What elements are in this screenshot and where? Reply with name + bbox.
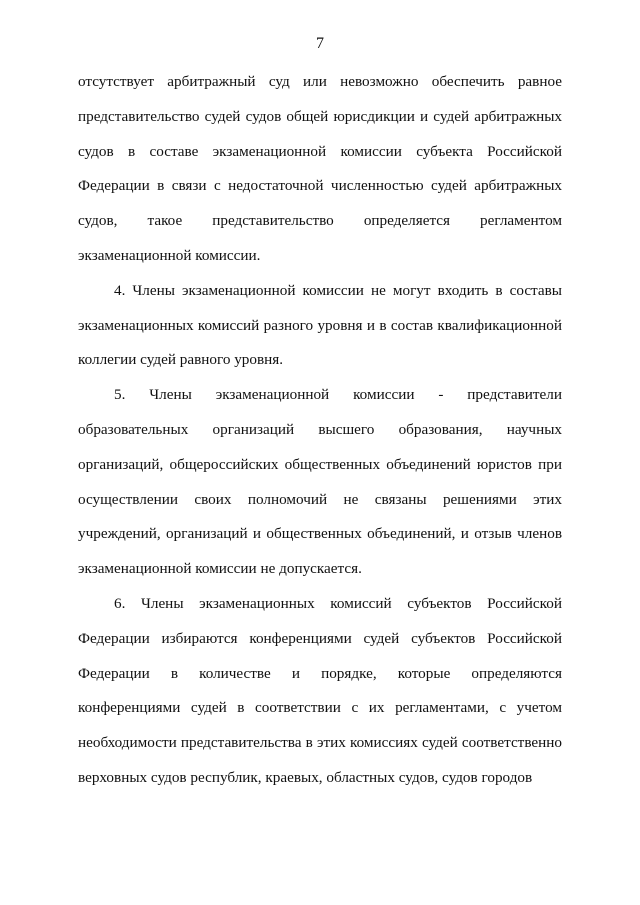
paragraph-5: 5. Члены экзаменационной комиссии - представители образовательных организаций высшего образования, научных организаций, общероссийских общественных объединений юристов при осуществлении своих полномочий не связаны решениями этих учреждений, организаций и общественных объединений, и отзыв членов экзаменационной комиссии не допускается. bbox=[78, 386, 562, 578]
paragraph-continuation: отсутствует арбитражный суд или невозможно обеспечить равное представительство судей судов общей юрисдикции и судей арбитражных судов в составе экзаменационной комиссии субъекта Российской Федерации в связи с недостаточной численностью судей арбитражных судов, такое представительство определяется регламентом экзаменационной комиссии. bbox=[78, 73, 562, 264]
paragraph-6: 6. Члены экзаменационных комиссий субъектов Российской Федерации избираются конференциями судей субъектов Российской Федерации в количестве и порядке, которые определяются конференциями судей в соответствии с их регламентами, с учетом необходимости представительства в этих комиссиях судей соответственно верховных судов республик, краевых, областных судов, судов городов bbox=[78, 594, 562, 786]
page-number: 7 bbox=[316, 35, 324, 52]
document-body bbox=[78, 65, 562, 796]
paragraph-4: 4. Члены экзаменационной комиссии не могут входить в составы экзаменационных комиссий разного уровня и в состав квалификационной коллегии судей равного уровня. bbox=[78, 281, 562, 369]
